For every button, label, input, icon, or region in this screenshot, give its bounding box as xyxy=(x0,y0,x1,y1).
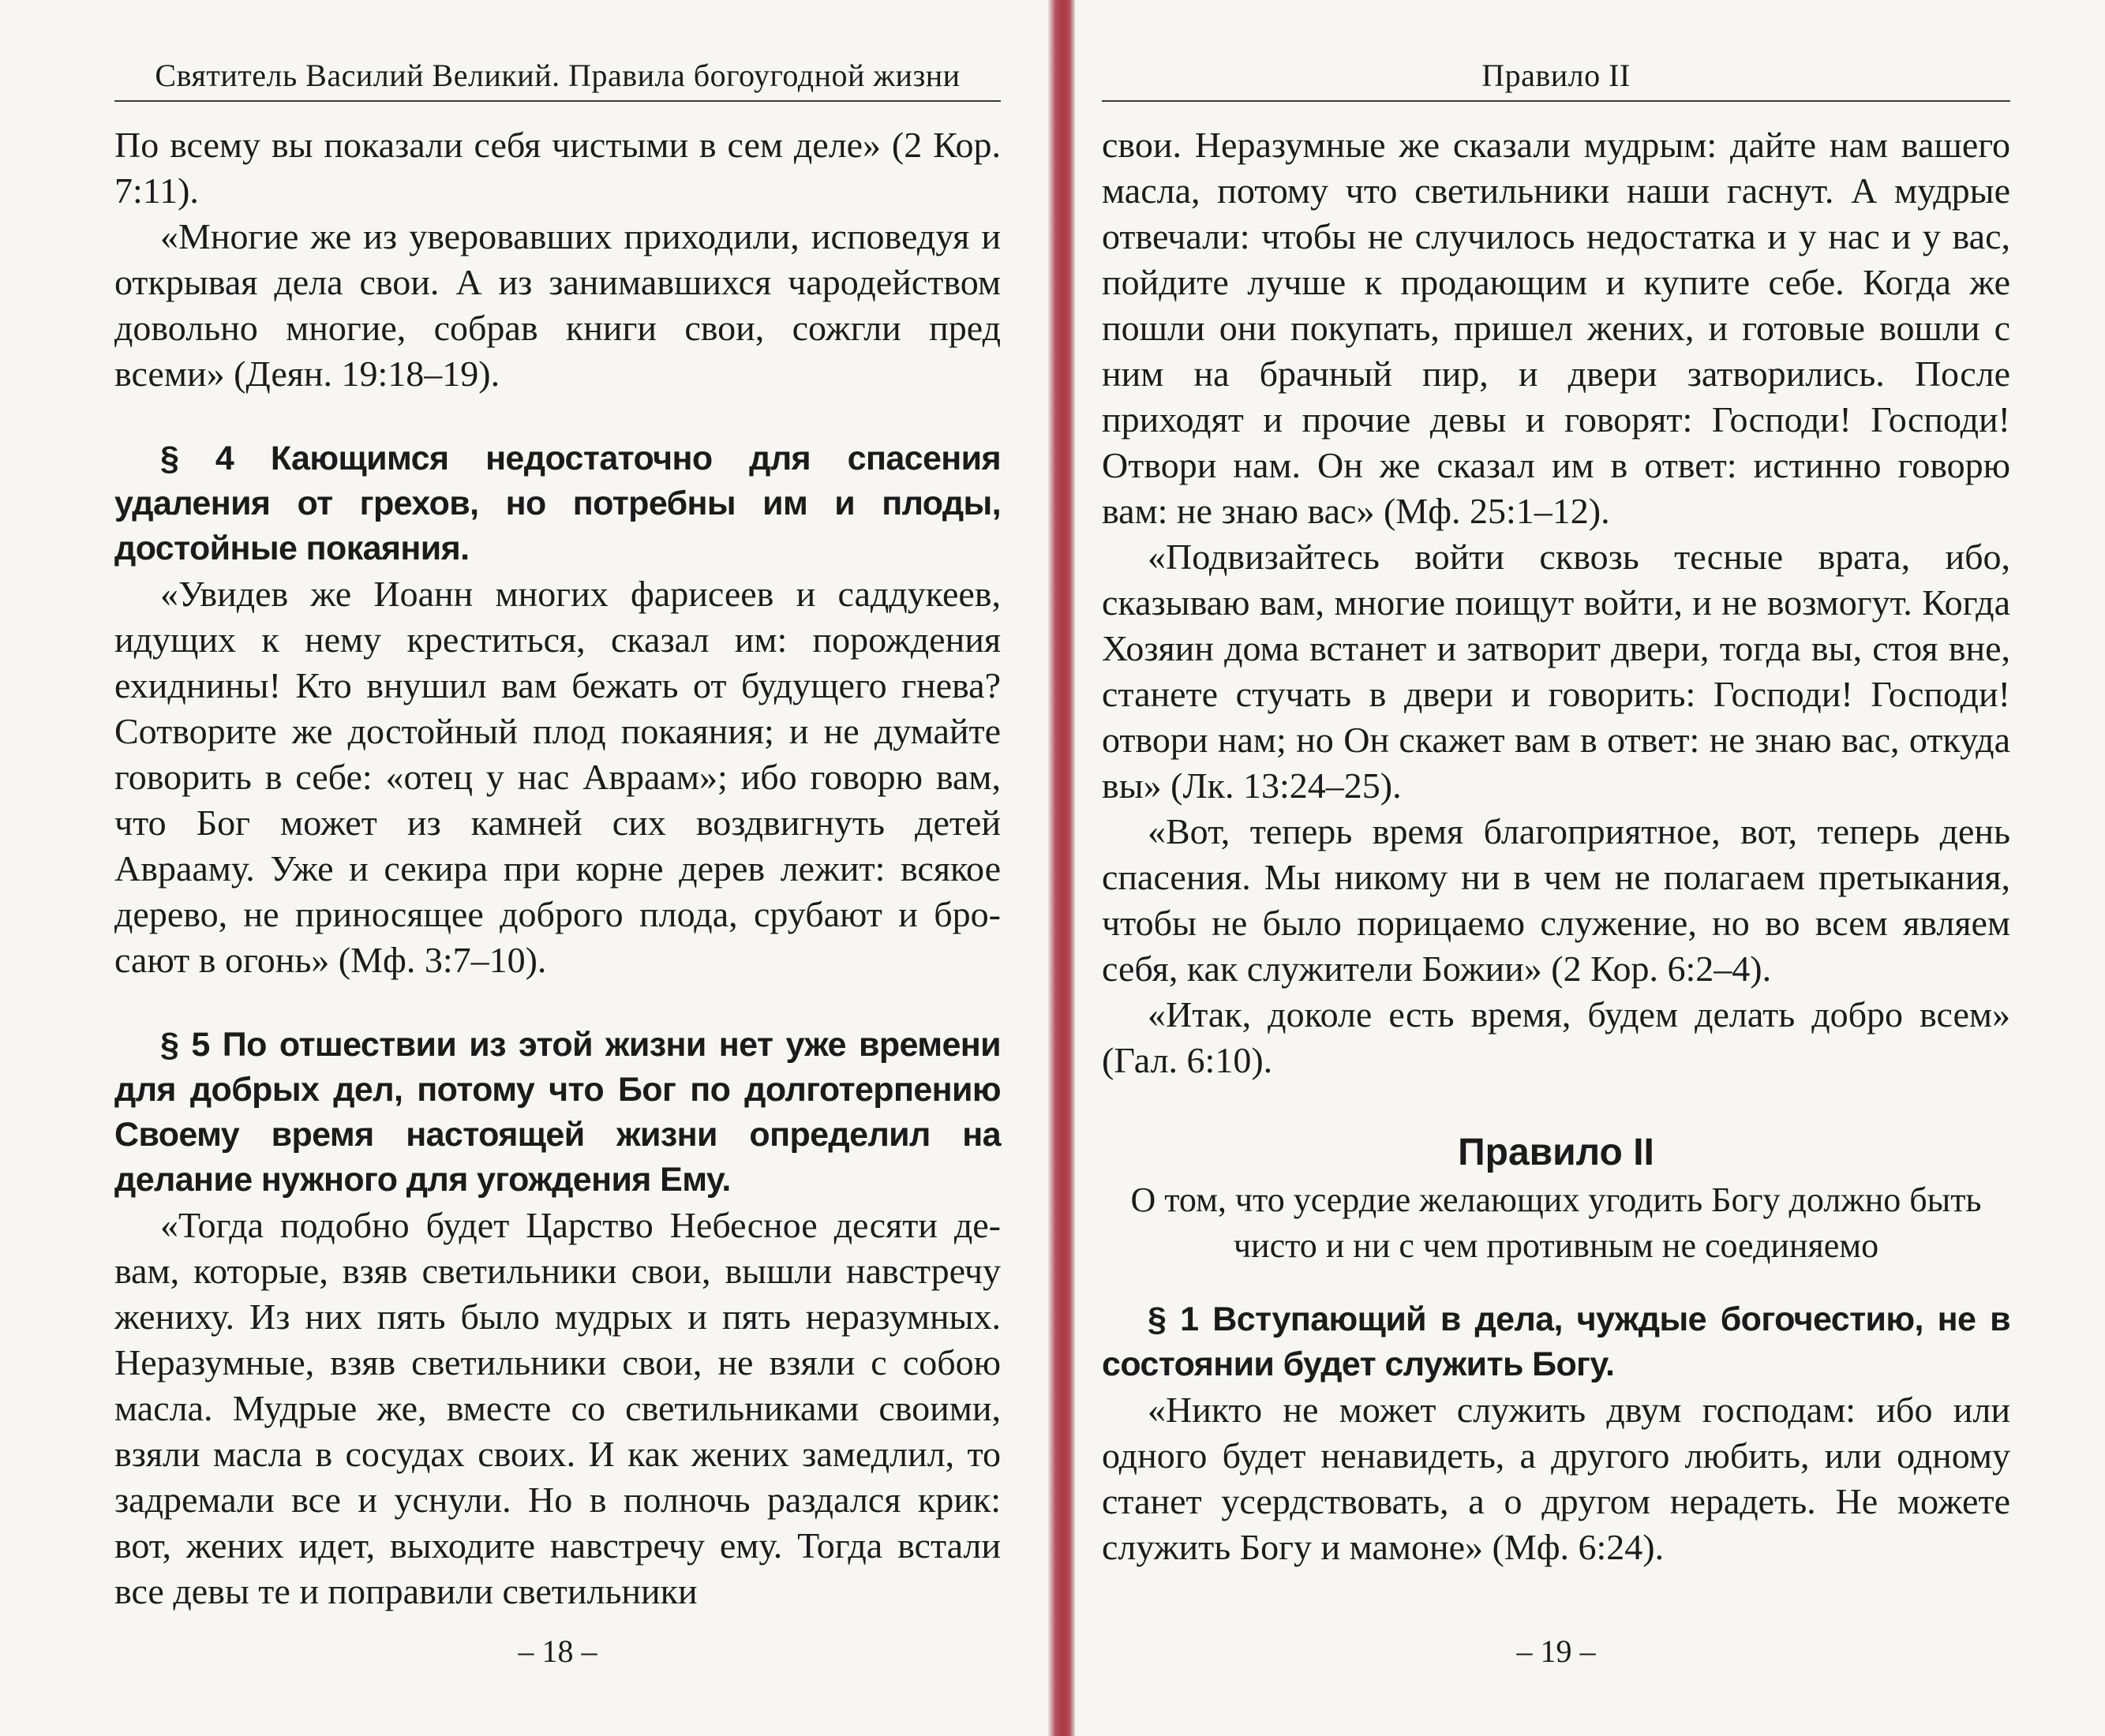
paragraph: «Итак, доколе есть время, будем делать добро всем» (Гал. 6:10). xyxy=(1102,994,2010,1080)
page-number-left: – 18 – xyxy=(518,1633,597,1669)
section-heading-4: § 4 Кающимся недостаточно для спасения удаления от грехов, но потребны им и плоды, достойные покаяния. xyxy=(114,440,1001,567)
paragraph: «Тогда подобно будет Царство Небесное десяти девам, которые, взяв светильники свои, вышли навстречу жениху. Из них пять было мудрых и пять неразумных. Неразумные, взяв светильники свои, не взяли с собою масла. Мудрые же, вместе со светильниками своими, взяли масла в сосудах своих. И как жених замедлил, то задремали все и уснули. Но в полночь раздался крик: вот, жених идет, выходите навстречу ему. Тогда встали все девы те и поправили светильники xyxy=(114,1205,1001,1611)
chapter-title: Правило II xyxy=(1458,1132,1654,1173)
section-heading-1: § 1 Вступающий в дела, чуждые богочестию, не в состоянии будет служить Богу. xyxy=(1102,1300,2010,1383)
paragraph: «Многие же из уверовавших приходили, исповедуя и открывая дела свои. А из занимавшихся чародейством довольно многие, собрав книги свои, сожгли пред всеми» (Деян. 19:18–19). xyxy=(114,216,1001,394)
book-spine-ribbon xyxy=(1048,0,1075,1736)
section-heading-5: § 5 По отшествии из этой жизни нет уже времени для добрых дел, потому что Бог по долготерпению Своему время настоящей жизни определил на делание нужного для угождения Ему. xyxy=(114,1026,1001,1199)
running-head-right: Правило II xyxy=(1102,57,2010,102)
page-number-right: – 19 – xyxy=(1516,1633,1596,1669)
left-page xyxy=(0,0,1048,1736)
right-page xyxy=(1075,0,2105,1736)
paragraph: свои. Неразумные же сказали мудрым: дайте нам вашего масла, потому что светильники наши гаснут. А мудрые отвечали: чтобы не случилось недостатка и у нас и у вас, пойдите лучше к продающим и купите себе. Когда же пошли они покупать, пришел жених, и готовые вошли с ним на брачный пир, и двери затворились. После приходят и прочие девы и говорят: Господи! Господи! Отвори нам. Он же сказал им в ответ: истинно говорю вам: не знаю вас» (Мф. 25:1–12). xyxy=(1102,125,2010,531)
paragraph: «Вот, теперь время благоприятное, вот, теперь день спасения. Мы никому ни в чем не полагаем претыкания, чтобы не было порицаемо служение, но во всем являем себя, как служители Божии» (2 Кор. 6:2–4). xyxy=(1102,811,2010,989)
paragraph: «Подвизайтесь войти сквозь тесные врата, ибо, сказываю вам, многие поищут войти, и не возмогут. Когда Хозяин дома встанет и затворит двери, тогда вы, стоя вне, станете стучать в двери и говорить: Господи! Господи! отвори нам; но Он скажет вам в ответ: не знаю вас, откуда вы» (Лк. 13:24–25). xyxy=(1102,537,2010,806)
paragraph: «Увидев же Иоанн многих фарисеев и саддукеев, идущих к нему креститься, сказал им: порождения ехиднины! Кто внушил вам бежать от будущего гнева? Сотворите же достойный плод покаяния; и не думайте говорить в себе: «отец у нас Авраам»; ибо говорю вам, что Бог может из камней сих воздвигнуть детей Аврааму. Уже и секира при корне дерев лежит: всякое дерево, не приносящее доброго плода, срубают и бросают в огонь» (Мф. 3:7–10). xyxy=(114,574,1001,980)
paragraph: «Никто не может служить двум господам: ибо или одного будет ненавидеть, а другого любить, или одному станет усердствовать, а о другом нерадеть. Не можете служить Богу и мамоне» (Мф. 6:24). xyxy=(1102,1390,2010,1567)
running-head-left: Святитель Василий Великий. Правила богоугодной жизни xyxy=(114,57,1001,102)
chapter-subtitle: О том, что усердие желающих угодить Богу должно быть чисто и ни с чем противным не соединяемо xyxy=(1130,1180,1982,1265)
paragraph: По всему вы показали себя чистыми в сем деле» (2 Кор. 7:11). xyxy=(114,125,1001,211)
